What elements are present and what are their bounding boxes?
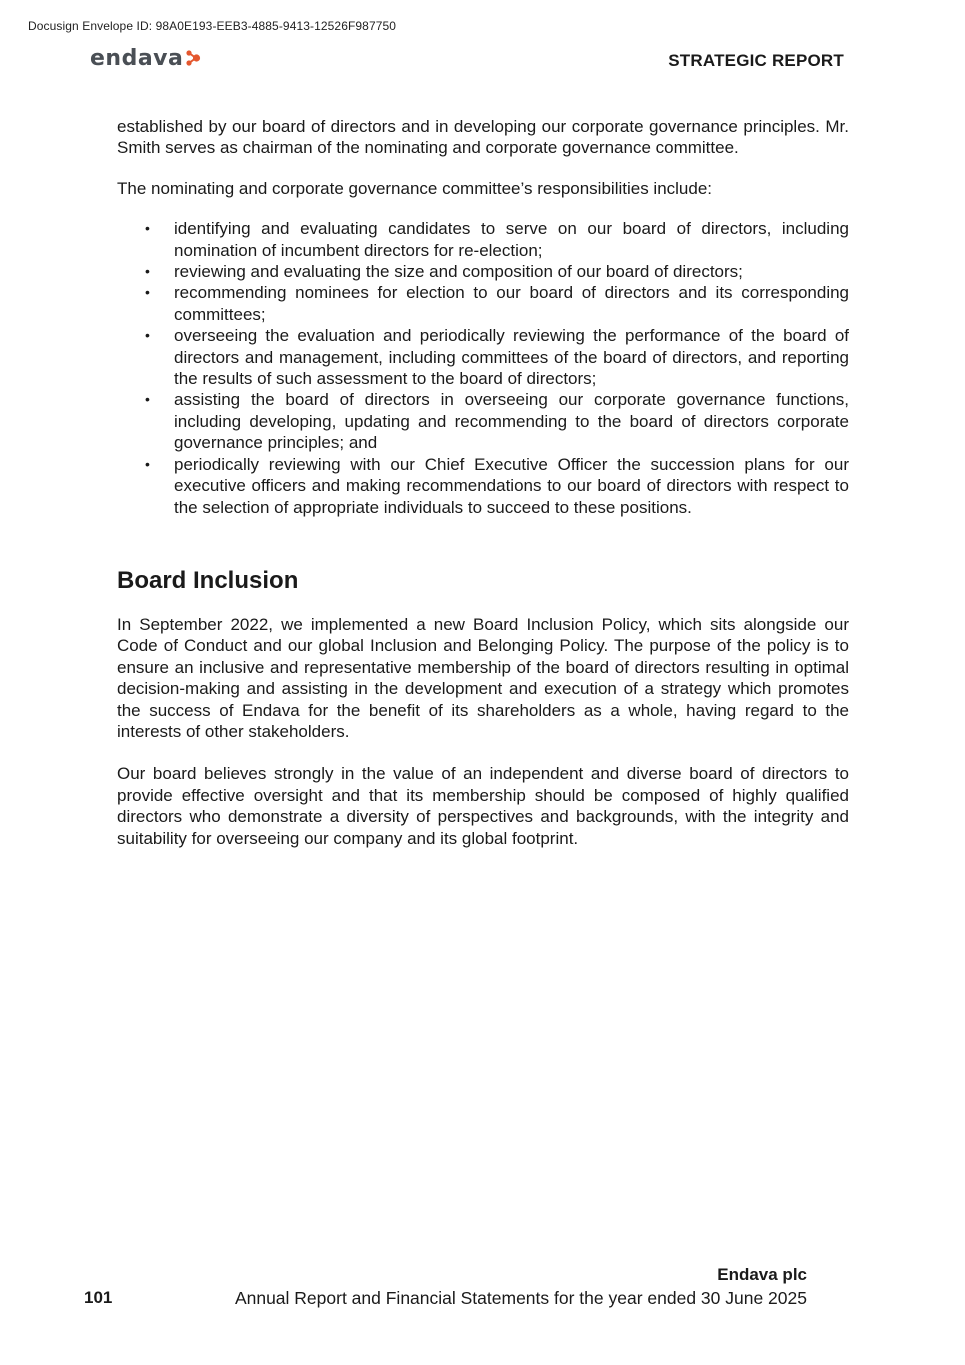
endava-logo: [90, 44, 201, 72]
board-inclusion-heading: Board Inclusion: [117, 566, 299, 594]
bullet-icon: •: [145, 455, 150, 472]
list-item-text: overseeing the evaluation and periodically reviewing the performance of the board of directors and management, including committees of the board of directors, and reporting the results of such assessment to the board of directors;: [174, 326, 849, 389]
list-item: [117, 261, 849, 282]
list-item-text: periodically reviewing with our Chief Executive Officer the succession plans for our executive officers and making recommendations to our board of directors with respect to the selection of appropriate individuals to succeed to these positions.: [174, 454, 849, 517]
board-inclusion-paragraph-1: In September 2022, we implemented a new Board Inclusion Policy, which sits alongside our Code of Conduct and our global Inclusion and Belonging Policy. The purpose of the policy is to ensure an inclusive and representative membership of the board of directors resulting in optimal decision-making and assisting in the development and execution of a strategy which promotes the success of Endava for the benefit of its shareholders as a whole, having regard to the interests of other stakeholders.: [117, 614, 849, 741]
section-label: STRATEGIC REPORT: [668, 51, 844, 70]
responsibilities-list: [117, 218, 849, 518]
bullet-icon: •: [145, 391, 150, 408]
footer-report-title: Annual Report and Financial Statements for the year ended 30 June 2025: [234, 1288, 807, 1308]
logo-wordmark: endava: [90, 45, 184, 71]
docusign-envelope-id: Docusign Envelope ID: 98A0E193-EEB3-4885-9413-12526F987750: [28, 19, 397, 33]
bullet-icon: •: [145, 284, 150, 301]
bullet-icon: •: [145, 327, 150, 344]
main-content: [117, 116, 849, 849]
list-item-text: assisting the board of directors in overseeing our corporate governance functions, including developing, updating and recommending to the board of directors corporate governance principles; and: [174, 390, 849, 453]
endava-logo-mark-icon: [185, 49, 201, 67]
list-item: [117, 454, 849, 518]
page-number: 101: [84, 1288, 113, 1307]
list-item: [117, 389, 849, 453]
list-item: [117, 325, 849, 389]
list-item: [117, 218, 849, 261]
list-item-text: recommending nominees for election to our board of directors and its corresponding committees;: [174, 283, 849, 324]
list-item-text: reviewing and evaluating the size and composition of our board of directors;: [174, 262, 743, 282]
list-item: [117, 282, 849, 325]
board-inclusion-paragraph-2: Our board believes strongly in the value of an independent and diverse board of directors to provide effective oversight and that its membership should be composed of highly qualified directors who demonstrate a diversity of perspectives and backgrounds, with the integrity and suitability for overseeing our company and its global footprint.: [117, 764, 849, 848]
footer-company-name: Endava plc: [717, 1265, 807, 1284]
responsibilities-lead: The nominating and corporate governance committee’s responsibilities include:: [117, 178, 713, 198]
list-item-text: identifying and evaluating candidates to serve on our board of directors, including nomination of incumbent directors for re-election;: [174, 219, 849, 260]
bullet-icon: •: [145, 220, 150, 237]
bullet-icon: •: [145, 263, 150, 280]
intro-paragraph: established by our board of directors and in developing our corporate governance principles. Mr. Smith serves as chairman of the nominating and corporate governance committee.: [117, 117, 849, 158]
